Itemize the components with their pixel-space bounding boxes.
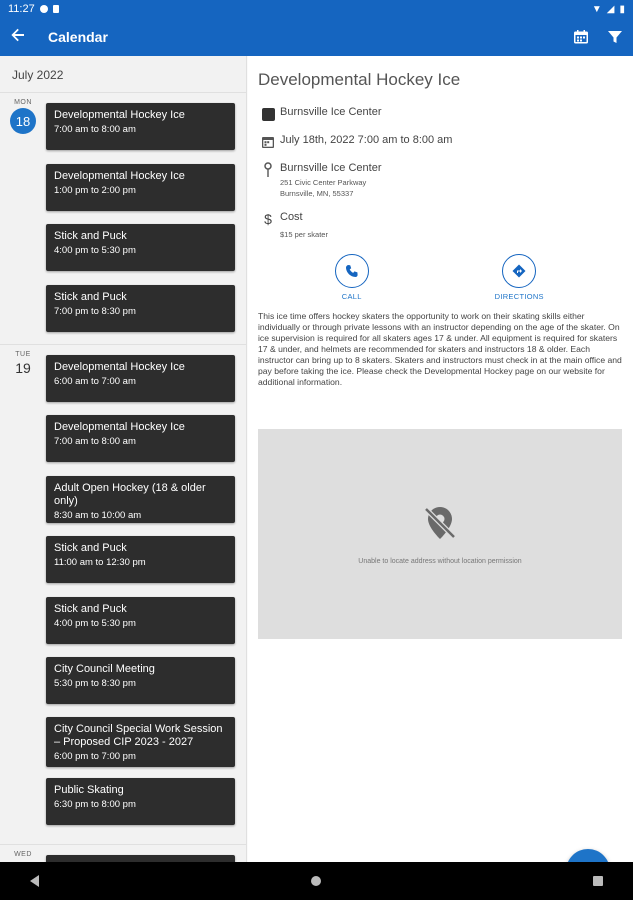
cost-label: Cost <box>280 211 303 223</box>
nav-recent-apps-icon[interactable] <box>593 876 603 886</box>
event-description: This ice time offers hockey skaters the opportunity to work on their skating skills either individually or through private lessons with an instructor depending on the age of the skater. On ice supervision is required for all skaters ages 17 & under. All equipment is required for skaters 17 & under, and helmets are recommended for skaters and instructors 18 & older. Each instructor can bring up to 8 skaters. Skaters and instructors must check in at the main office and pay before taking the ice. Please check the Developmental Hockey page on our website for additional information. <box>258 311 622 387</box>
day-group-18 <box>0 92 246 344</box>
calendar-name-row <box>258 106 623 122</box>
event-hours: 4:00 pm to 5:30 pm <box>54 245 136 256</box>
event-title: City Council Special Work Session – Proposed CIP 2023 - 2027 <box>54 723 223 748</box>
action-buttons <box>258 254 623 301</box>
event-hours: 1:00 pm to 2:00 pm <box>54 185 136 196</box>
datetime-row <box>258 134 623 150</box>
event-hours: 7:00 am to 8:00 am <box>54 436 136 447</box>
calendar-name: Burnsville Ice Center <box>280 106 382 118</box>
event-card[interactable] <box>46 536 235 583</box>
wifi-icon: ▼ <box>591 3 602 15</box>
day-of-week: MON <box>14 99 32 106</box>
event-detail-title: Developmental Hockey Ice <box>258 70 461 89</box>
address-line-2: Burnsville, MN, 55337 <box>280 189 354 198</box>
directions-label: DIRECTIONS <box>494 292 544 301</box>
event-card[interactable] <box>46 778 235 825</box>
event-card[interactable] <box>46 285 235 332</box>
event-title: Developmental Hockey Ice <box>54 421 185 433</box>
event-title: Stick and Puck <box>54 603 127 615</box>
status-time: 11:27 <box>8 3 35 15</box>
event-hours: 11:00 am to 12:30 pm <box>54 557 146 568</box>
location-pin-icon <box>258 162 278 178</box>
nav-home-icon[interactable] <box>311 876 321 886</box>
event-card[interactable] <box>46 717 235 767</box>
map-placeholder <box>258 429 622 639</box>
day-group-19 <box>0 344 246 844</box>
battery-icon: ▮ <box>619 3 625 15</box>
cost-row <box>258 211 623 240</box>
event-card[interactable] <box>46 103 235 150</box>
cost-value: $15 per skater <box>280 230 328 239</box>
event-datetime: July 18th, 2022 7:00 am to 8:00 am <box>280 134 453 146</box>
event-title: Developmental Hockey Ice <box>54 361 185 373</box>
page-title: Calendar <box>48 29 108 45</box>
event-hours: 6:00 pm to 7:00 pm <box>54 751 136 762</box>
event-card[interactable] <box>46 476 235 523</box>
date-number: 19 <box>15 360 31 376</box>
directions-icon <box>502 254 536 288</box>
day-label <box>0 351 46 376</box>
event-title: Public Skating <box>54 784 124 796</box>
map-message: Unable to locate address without location permission <box>358 558 522 565</box>
location-name: Burnsville Ice Center <box>280 162 382 174</box>
event-title: Adult Open Hockey (18 & older only) <box>54 482 206 507</box>
event-title: Stick and Puck <box>54 230 127 242</box>
agenda-list[interactable] <box>0 56 247 862</box>
day-group-wed <box>0 844 246 862</box>
event-hours: 7:00 pm to 8:30 pm <box>54 306 136 317</box>
event-card[interactable] <box>46 855 235 862</box>
address-line-1: 251 Civic Center Parkway <box>280 178 367 187</box>
day-label <box>0 851 46 858</box>
phone-icon <box>335 254 369 288</box>
system-nav-bar <box>0 862 633 900</box>
day-label <box>0 99 46 134</box>
location-row <box>258 162 623 199</box>
event-hours: 5:30 pm to 8:30 pm <box>54 678 136 689</box>
filter-icon[interactable] <box>607 29 623 45</box>
calendar-color-icon <box>258 106 278 122</box>
month-header: July 2022 <box>12 68 64 82</box>
call-button[interactable] <box>302 254 402 301</box>
event-hours: 6:30 pm to 8:00 pm <box>54 799 136 810</box>
event-title: Stick and Puck <box>54 542 127 554</box>
app-bar <box>0 18 633 56</box>
nav-back-icon[interactable] <box>30 875 39 887</box>
event-card[interactable] <box>46 355 235 402</box>
event-detail-panel <box>248 56 633 862</box>
back-arrow-icon[interactable] <box>10 27 34 48</box>
event-title: Stick and Puck <box>54 291 127 303</box>
event-hours: 7:00 am to 8:00 am <box>54 124 136 135</box>
event-hours: 6:00 am to 7:00 am <box>54 376 136 387</box>
event-card[interactable] <box>46 415 235 462</box>
event-hours: 8:30 am to 10:00 am <box>54 510 142 521</box>
event-card[interactable] <box>46 224 235 271</box>
event-title: Developmental Hockey Ice <box>54 170 185 182</box>
event-title: Developmental Hockey Ice <box>54 109 185 121</box>
signal-icon: ◢ <box>606 3 615 15</box>
notification-icon <box>53 5 59 13</box>
event-card[interactable] <box>46 597 235 644</box>
dollar-icon: $ <box>264 211 272 227</box>
directions-button[interactable] <box>469 254 569 301</box>
day-of-week: WED <box>14 851 32 858</box>
notification-icon <box>40 5 48 13</box>
event-title: City Council Meeting <box>54 663 155 675</box>
date-icon <box>258 134 278 150</box>
status-bar <box>0 0 633 18</box>
today-date-badge: 18 <box>10 108 36 134</box>
calendar-icon[interactable] <box>573 29 589 45</box>
event-hours: 4:00 pm to 5:30 pm <box>54 618 136 629</box>
day-of-week: TUE <box>15 351 31 358</box>
event-card[interactable] <box>46 164 235 211</box>
call-label: CALL <box>341 292 362 301</box>
event-card[interactable] <box>46 657 235 704</box>
location-off-icon <box>420 503 460 548</box>
